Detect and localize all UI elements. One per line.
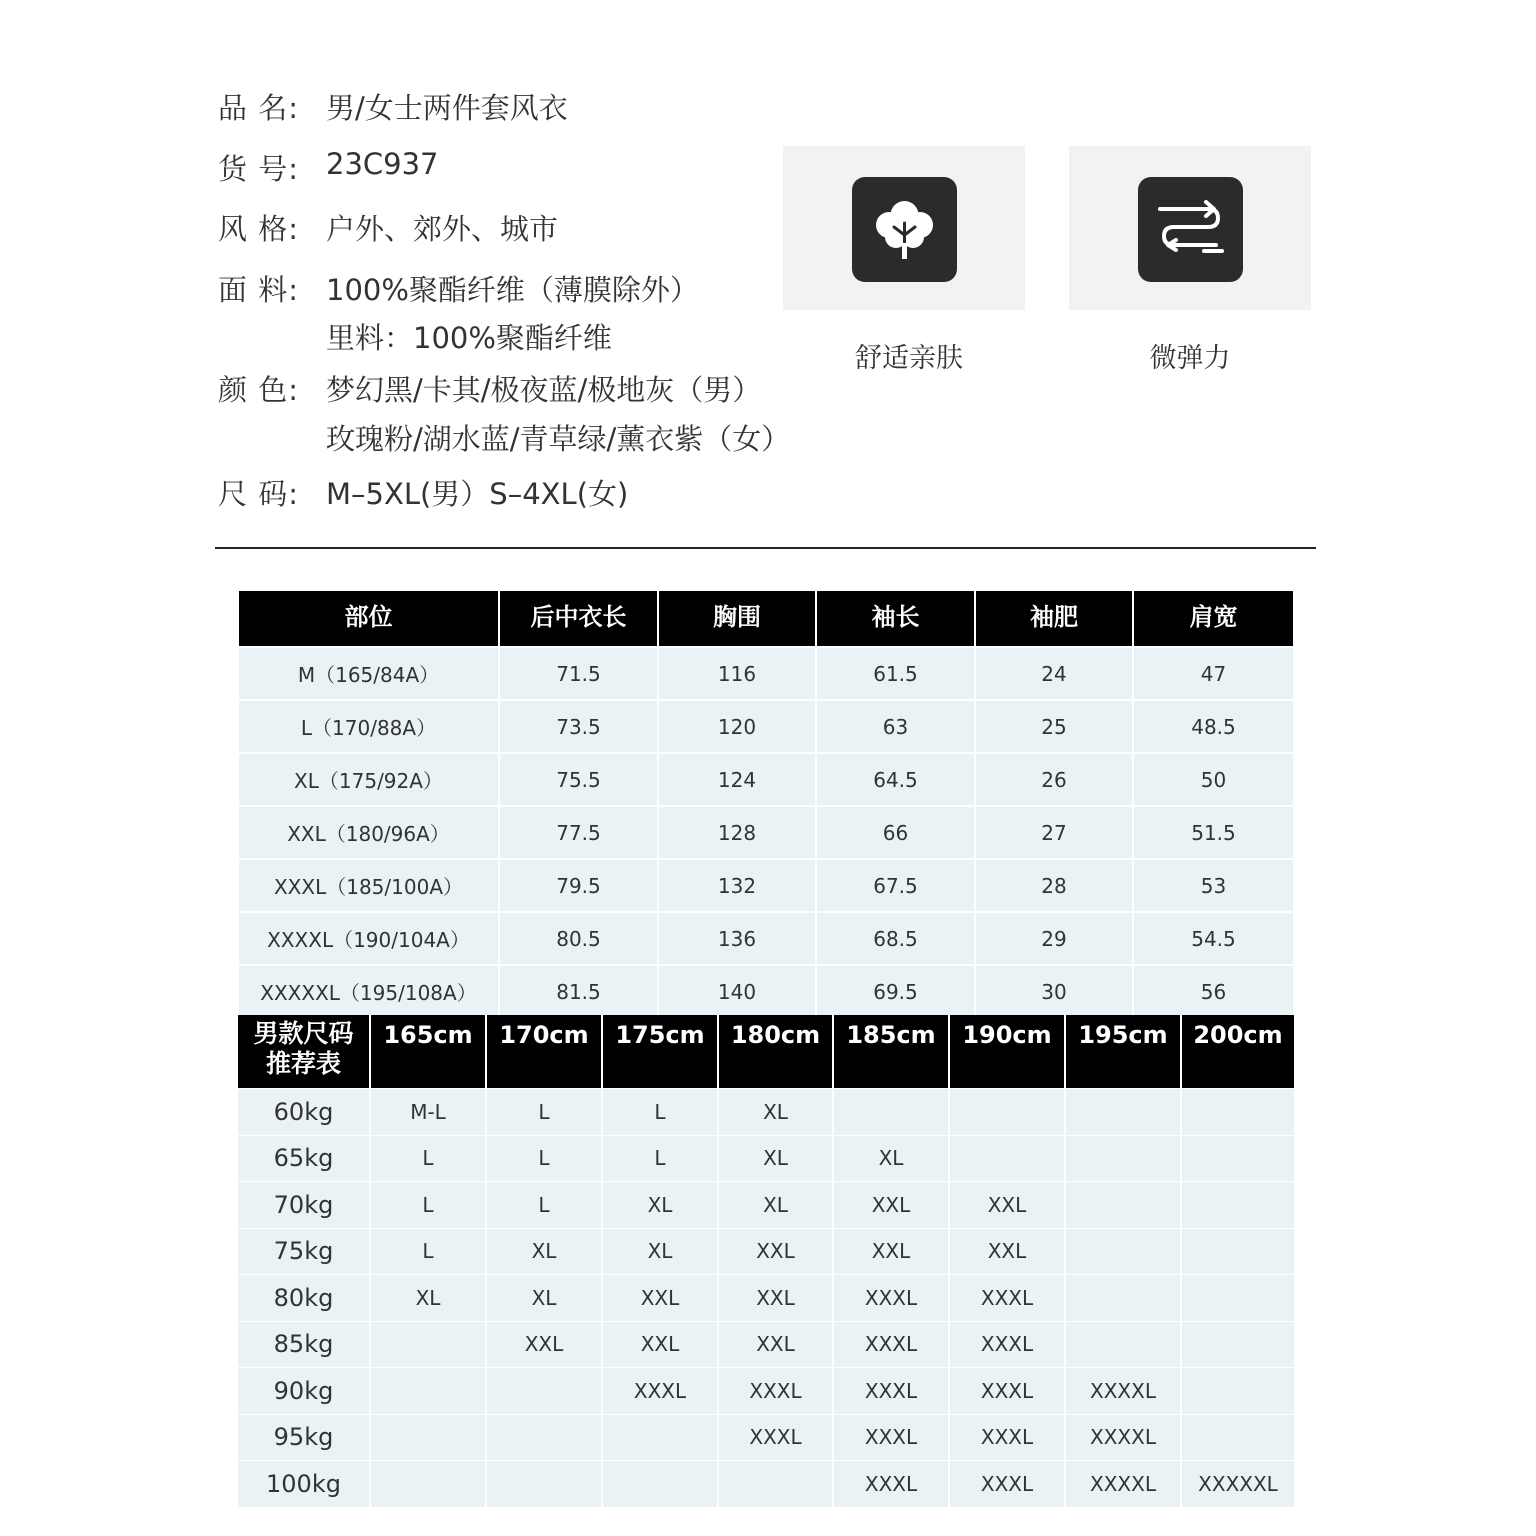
recommended-size-cell: XXL — [719, 1321, 834, 1368]
recommended-size-cell: XXXL — [834, 1274, 950, 1321]
measurement-cell: 124 — [659, 752, 817, 805]
measurement-cell: 71.5 — [500, 646, 659, 699]
measurement-cell: 73.5 — [500, 699, 659, 752]
recommended-size-cell — [487, 1460, 603, 1507]
recommended-size-cell: XL — [603, 1181, 719, 1228]
info-label: 颜 色: — [218, 373, 299, 407]
recommended-size-cell — [371, 1460, 487, 1507]
recommended-size-cell: L — [603, 1088, 719, 1135]
info-value: 100%聚酯纤维（薄膜除外） — [326, 273, 699, 307]
measurement-cell: 136 — [659, 911, 817, 964]
info-label: 货 号: — [218, 152, 299, 186]
measurement-cell: 67.5 — [817, 858, 976, 911]
header-cell: 肩宽 — [1134, 591, 1293, 646]
recommended-size-cell: XXL — [603, 1274, 719, 1321]
measurement-cell: 64.5 — [817, 752, 976, 805]
height-header: 180cm — [719, 1015, 834, 1088]
recommended-size-cell — [950, 1135, 1066, 1182]
recommended-size-cell — [1182, 1414, 1294, 1461]
recommended-size-cell: XL — [834, 1135, 950, 1182]
recommended-size-cell: XXXL — [834, 1321, 950, 1368]
recommended-size-cell: XXXXL — [1066, 1367, 1182, 1414]
info-label: 尺 码: — [218, 477, 299, 511]
recommended-size-cell — [1066, 1321, 1182, 1368]
recommended-size-cell: XXXL — [950, 1460, 1066, 1507]
recommended-size-cell: XXL — [834, 1181, 950, 1228]
size-label-cell: XL（175/92A） — [239, 752, 500, 805]
recommended-size-cell: XL — [719, 1135, 834, 1182]
measurement-cell: 69.5 — [817, 964, 976, 1017]
table-row — [239, 964, 1293, 1017]
measurement-cell: 68.5 — [817, 911, 976, 964]
measurement-cell: 29 — [976, 911, 1134, 964]
weight-cell: 75kg — [238, 1228, 371, 1275]
measurement-cell: 56 — [1134, 964, 1293, 1017]
measurement-cell: 116 — [659, 646, 817, 699]
measurement-cell: 79.5 — [500, 858, 659, 911]
recommended-size-cell — [1066, 1088, 1182, 1135]
recommended-size-cell: L — [371, 1135, 487, 1182]
recommended-size-cell — [719, 1460, 834, 1507]
recommended-size-cell — [603, 1414, 719, 1461]
measurement-cell: 63 — [817, 699, 976, 752]
info-value: 23C937 — [326, 147, 439, 181]
recommended-size-cell: L — [487, 1181, 603, 1228]
table-row — [239, 858, 1293, 911]
recommended-size-cell: XXXL — [719, 1367, 834, 1414]
info-value: 玫瑰粉/湖水蓝/青草绿/薰衣紫（女） — [326, 422, 791, 456]
recommended-size-cell: XXL — [719, 1228, 834, 1275]
feature-comfort — [783, 146, 1025, 310]
size-table-header — [239, 591, 1293, 646]
measurement-cell: 27 — [976, 805, 1134, 858]
info-value: 男/女士两件套风衣 — [326, 91, 568, 125]
recommended-size-cell: XL — [371, 1274, 487, 1321]
recommended-size-cell: L — [603, 1135, 719, 1182]
recommended-size-cell — [603, 1460, 719, 1507]
weight-cell: 95kg — [238, 1414, 371, 1461]
recommended-size-cell: XXXL — [950, 1414, 1066, 1461]
corner-line: 男款尺码 — [253, 1019, 354, 1048]
size-label-cell: M（165/84A） — [239, 646, 500, 699]
weight-cell: 60kg — [238, 1088, 371, 1135]
recommended-size-cell: XXL — [603, 1321, 719, 1368]
height-header: 195cm — [1066, 1015, 1182, 1088]
size-label-cell: XXXL（185/100A） — [239, 858, 500, 911]
weight-cell: 100kg — [238, 1460, 371, 1507]
weight-cell: 90kg — [238, 1367, 371, 1414]
recommended-size-cell: XXXL — [950, 1321, 1066, 1368]
height-header: 170cm — [487, 1015, 603, 1088]
recommended-size-cell — [487, 1367, 603, 1414]
recommended-size-cell: M-L — [371, 1088, 487, 1135]
recommended-size-cell — [1066, 1135, 1182, 1182]
header-cell: 袖长 — [817, 591, 976, 646]
recommended-size-cell: XL — [719, 1088, 834, 1135]
recommended-size-cell — [834, 1088, 950, 1135]
weight-cell: 65kg — [238, 1135, 371, 1182]
size-label-cell: XXL（180/96A） — [239, 805, 500, 858]
measurement-cell: 48.5 — [1134, 699, 1293, 752]
recommended-size-cell: XXL — [950, 1228, 1066, 1275]
recommended-size-cell — [1066, 1274, 1182, 1321]
recommended-size-cell: L — [371, 1181, 487, 1228]
size-label-cell: XXXXL（190/104A） — [239, 911, 500, 964]
measurement-cell: 66 — [817, 805, 976, 858]
recommended-size-cell — [371, 1414, 487, 1461]
height-header: 175cm — [603, 1015, 719, 1088]
recommended-size-cell — [487, 1414, 603, 1461]
weight-cell: 70kg — [238, 1181, 371, 1228]
measurement-cell: 54.5 — [1134, 911, 1293, 964]
measurement-cell: 26 — [976, 752, 1134, 805]
height-header: 190cm — [950, 1015, 1066, 1088]
height-header: 200cm — [1182, 1015, 1294, 1088]
info-label: 风 格: — [218, 212, 299, 246]
table-row — [239, 805, 1293, 858]
recommended-size-cell — [1066, 1228, 1182, 1275]
size-table — [239, 591, 1293, 1017]
weight-cell: 85kg — [238, 1321, 371, 1368]
info-value: 里料：100%聚酯纤维 — [326, 321, 612, 355]
measurement-cell: 47 — [1134, 646, 1293, 699]
height-header: 165cm — [371, 1015, 487, 1088]
size-label-cell: XXXXXL（195/108A） — [239, 964, 500, 1017]
size-label-cell: L（170/88A） — [239, 699, 500, 752]
info-label: 品 名: — [218, 91, 299, 125]
recommended-size-cell: XXL — [487, 1321, 603, 1368]
recommended-size-cell — [1182, 1228, 1294, 1275]
recommended-size-cell — [1182, 1321, 1294, 1368]
recommended-size-cell: XXXL — [834, 1460, 950, 1507]
recommended-size-cell: XXXL — [950, 1367, 1066, 1414]
recommended-size-cell — [1066, 1181, 1182, 1228]
weight-cell: 80kg — [238, 1274, 371, 1321]
recommended-size-cell: XXL — [950, 1181, 1066, 1228]
header-cell: 胸围 — [659, 591, 817, 646]
recommended-size-cell: XXXL — [950, 1274, 1066, 1321]
table-row — [238, 1088, 1294, 1135]
recommended-size-cell — [1182, 1181, 1294, 1228]
table-row — [238, 1274, 1294, 1321]
table-row — [239, 699, 1293, 752]
recommended-size-cell — [1182, 1367, 1294, 1414]
measurement-cell: 51.5 — [1134, 805, 1293, 858]
recommended-size-cell: XL — [487, 1228, 603, 1275]
table-row — [238, 1228, 1294, 1275]
recommended-size-cell: XL — [603, 1228, 719, 1275]
measurement-cell: 75.5 — [500, 752, 659, 805]
recommended-size-cell: XXXL — [834, 1414, 950, 1461]
measurement-cell: 80.5 — [500, 911, 659, 964]
table-row — [238, 1414, 1294, 1461]
measurement-cell: 61.5 — [817, 646, 976, 699]
height-header: 185cm — [834, 1015, 950, 1088]
measurement-cell: 132 — [659, 858, 817, 911]
recommend-table-title — [238, 1015, 371, 1088]
measurement-cell: 53 — [1134, 858, 1293, 911]
measurement-cell: 50 — [1134, 752, 1293, 805]
recommended-size-cell: XXXXXL — [1182, 1460, 1294, 1507]
recommended-size-cell — [371, 1367, 487, 1414]
table-row — [238, 1460, 1294, 1507]
measurement-cell: 24 — [976, 646, 1134, 699]
measurement-cell: 120 — [659, 699, 817, 752]
info-value: M–5XL(男）S–4XL(女) — [326, 477, 629, 511]
recommended-size-cell — [950, 1088, 1066, 1135]
recommended-size-cell: L — [487, 1135, 603, 1182]
recommended-size-cell — [1182, 1088, 1294, 1135]
recommended-size-cell: XXL — [834, 1228, 950, 1275]
table-row — [238, 1135, 1294, 1182]
measurement-cell: 77.5 — [500, 805, 659, 858]
recommended-size-cell: XXXXL — [1066, 1414, 1182, 1461]
feature-comfort-label: 舒适亲肤 — [855, 343, 963, 374]
recommended-size-cell — [371, 1321, 487, 1368]
feature-stretch — [1069, 146, 1311, 310]
table-row — [239, 646, 1293, 699]
section-divider — [215, 547, 1316, 549]
info-label: 面 料: — [218, 273, 299, 307]
measurement-cell: 81.5 — [500, 964, 659, 1017]
recommend-table-header — [238, 1015, 1294, 1088]
measurement-cell: 140 — [659, 964, 817, 1017]
header-cell: 部位 — [239, 591, 500, 646]
recommended-size-cell: XXXL — [719, 1414, 834, 1461]
measurement-cell: 28 — [976, 858, 1134, 911]
recommended-size-cell: XL — [487, 1274, 603, 1321]
recommended-size-cell — [1182, 1135, 1294, 1182]
recommended-size-cell: XXXXL — [1066, 1460, 1182, 1507]
recommended-size-cell: XL — [719, 1181, 834, 1228]
table-row — [239, 911, 1293, 964]
table-row — [239, 752, 1293, 805]
recommended-size-cell: XXL — [719, 1274, 834, 1321]
recommend-table — [238, 1015, 1294, 1507]
recommended-size-cell — [1182, 1274, 1294, 1321]
stretch-icon — [1138, 177, 1243, 282]
header-cell: 后中衣长 — [500, 591, 659, 646]
header-cell: 袖肥 — [976, 591, 1134, 646]
recommended-size-cell: XXXL — [603, 1367, 719, 1414]
feature-stretch-label: 微弹力 — [1149, 343, 1231, 374]
recommended-size-cell: L — [487, 1088, 603, 1135]
corner-line: 推荐表 — [265, 1049, 341, 1078]
info-value: 梦幻黑/卡其/极夜蓝/极地灰（男） — [326, 373, 762, 407]
table-row — [238, 1321, 1294, 1368]
recommended-size-cell: XXXL — [834, 1367, 950, 1414]
table-row — [238, 1181, 1294, 1228]
measurement-cell: 25 — [976, 699, 1134, 752]
measurement-cell: 30 — [976, 964, 1134, 1017]
table-row — [238, 1367, 1294, 1414]
cotton-icon — [852, 177, 957, 282]
measurement-cell: 128 — [659, 805, 817, 858]
recommended-size-cell: L — [371, 1228, 487, 1275]
info-value: 户外、郊外、城市 — [326, 212, 559, 246]
